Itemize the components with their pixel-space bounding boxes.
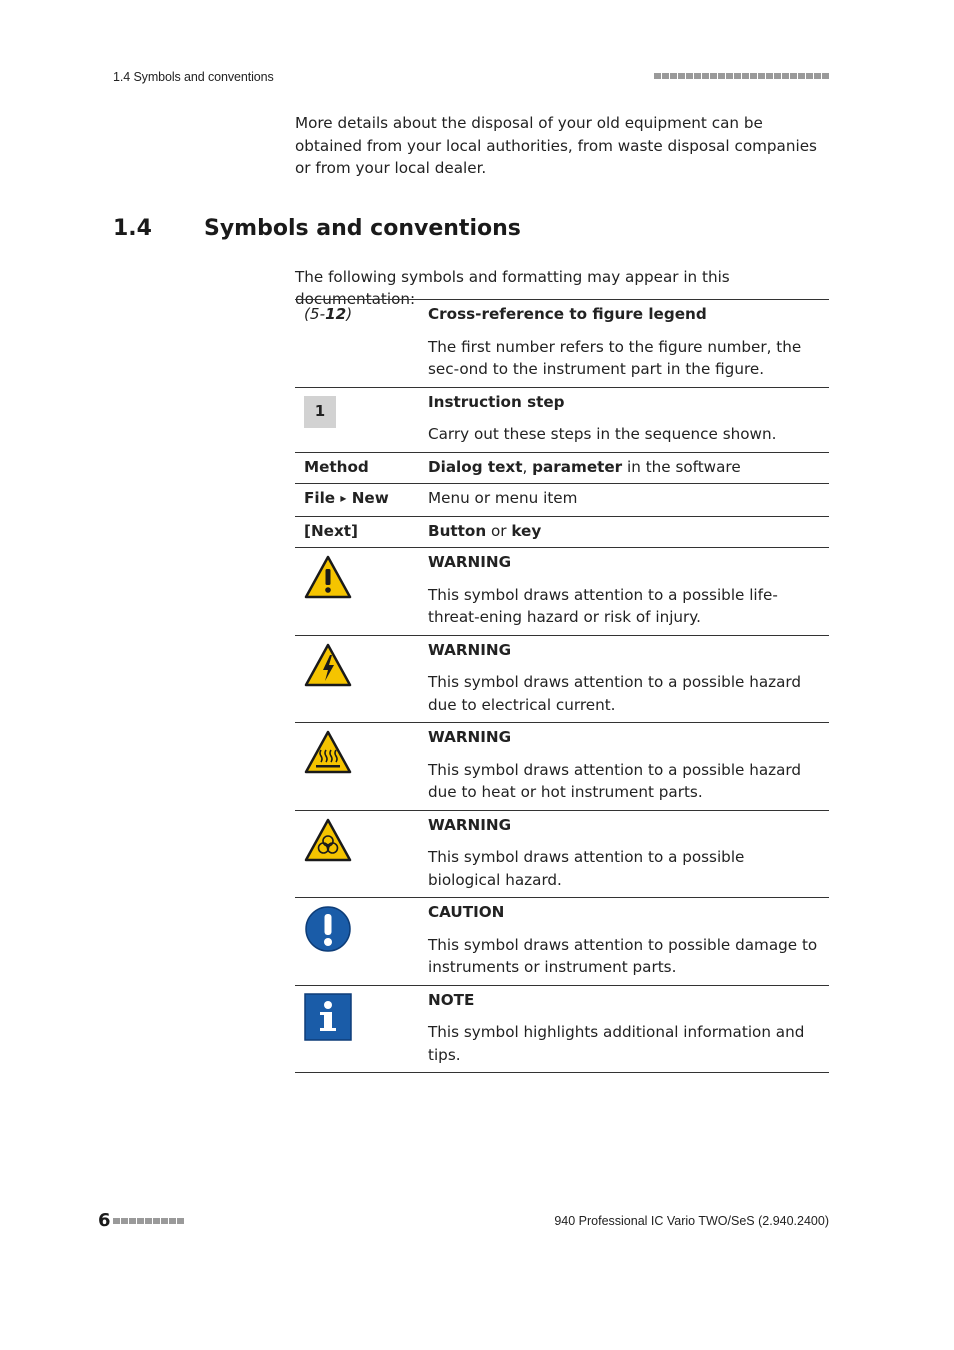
key-label: key bbox=[511, 521, 542, 540]
electric-hazard-icon bbox=[304, 643, 352, 687]
button-symbol: [Next] bbox=[304, 521, 358, 540]
decor-square bbox=[782, 73, 789, 79]
warning-general-title: WARNING bbox=[428, 553, 512, 571]
decor-square bbox=[169, 1218, 176, 1224]
menu-arrow-icon: ▸ bbox=[340, 491, 347, 505]
disposal-paragraph: More details about the disposal of your old equipment can be obtained from your local authorities, from waste disposal companies or from your local dealer. bbox=[295, 114, 817, 177]
table-row-method bbox=[295, 453, 829, 485]
decor-square bbox=[137, 1218, 144, 1224]
warning-electric-desc: This symbol draws attention to a possible hazard due to electrical current. bbox=[428, 673, 802, 714]
decor-square bbox=[814, 73, 821, 79]
method-separator: , bbox=[522, 457, 533, 476]
decor-square bbox=[726, 73, 733, 79]
table-row-button bbox=[295, 517, 829, 549]
footer-decor-squares bbox=[113, 1218, 184, 1224]
decor-square bbox=[686, 73, 693, 79]
decor-square bbox=[766, 73, 773, 79]
hot-surface-icon bbox=[304, 730, 352, 774]
section-title: Symbols and conventions bbox=[204, 216, 521, 241]
warning-electric-title: WARNING bbox=[428, 640, 512, 659]
warning-heat-title: WARNING bbox=[428, 728, 512, 746]
decor-square bbox=[710, 73, 717, 79]
note-desc: This symbol highlights additional information and tips. bbox=[428, 1023, 805, 1064]
decor-square bbox=[153, 1218, 160, 1224]
menu-desc: Menu or menu item bbox=[428, 489, 578, 507]
decor-square bbox=[774, 73, 781, 79]
method-desc bbox=[428, 453, 829, 484]
decor-square bbox=[161, 1218, 168, 1224]
decor-square bbox=[758, 73, 765, 79]
page-number: 6 bbox=[98, 1210, 111, 1231]
decor-square bbox=[654, 73, 661, 79]
decor-square bbox=[718, 73, 725, 79]
table-row-warning-bio bbox=[295, 811, 829, 899]
note-title: NOTE bbox=[428, 990, 475, 1009]
decor-square bbox=[145, 1218, 152, 1224]
warning-bio-desc: This symbol draws attention to a possible biological hazard. bbox=[428, 848, 745, 889]
section-intro: The following symbols and formatting may appear in this documentation: bbox=[295, 268, 730, 308]
warning-general-desc: This symbol draws attention to a possible life-threat-ening hazard or risk of injury. bbox=[428, 585, 778, 626]
caution-desc: This symbol draws attention to possible damage to instruments or instrument parts. bbox=[428, 935, 818, 976]
decor-square bbox=[662, 73, 669, 79]
running-header-section: 1.4 Symbols and conventions bbox=[113, 70, 274, 84]
instruction-step-badge: 1 bbox=[304, 396, 336, 428]
table-row-caution bbox=[295, 898, 829, 986]
decor-square bbox=[790, 73, 797, 79]
decor-square bbox=[121, 1218, 128, 1224]
decor-square bbox=[129, 1218, 136, 1224]
dialog-text-label: Dialog text bbox=[428, 457, 523, 476]
table-row-crossref bbox=[295, 300, 829, 388]
table-row-warning-general bbox=[295, 548, 829, 636]
section-number: 1.4 bbox=[113, 216, 152, 241]
crossref-symbol bbox=[295, 300, 428, 387]
decor-square bbox=[702, 73, 709, 79]
decor-square bbox=[750, 73, 757, 79]
caution-exclamation-icon bbox=[304, 905, 352, 953]
crossref-suffix: ) bbox=[346, 305, 353, 323]
crossref-bold-number: 12 bbox=[325, 305, 347, 323]
decor-square bbox=[742, 73, 749, 79]
table-row-menu bbox=[295, 484, 829, 517]
parameter-label: parameter bbox=[532, 457, 623, 476]
caution-title: CAUTION bbox=[428, 903, 505, 921]
decor-square bbox=[734, 73, 741, 79]
warning-heat-desc: This symbol draws attention to a possible hazard due to heat or hot instrument parts. bbox=[428, 760, 802, 801]
table-row-step bbox=[295, 388, 829, 453]
header-decor-squares bbox=[654, 73, 829, 79]
menu-new-label: New bbox=[351, 489, 389, 507]
decor-square bbox=[177, 1218, 184, 1224]
method-symbol: Method bbox=[304, 457, 369, 476]
crossref-title: Cross-reference to figure legend bbox=[428, 305, 707, 323]
crossref-desc: The first number refers to the figure number, the sec-ond to the instrument part in the figure. bbox=[428, 337, 802, 378]
decor-square bbox=[678, 73, 685, 79]
menu-symbol bbox=[295, 484, 428, 516]
decor-square bbox=[806, 73, 813, 79]
biohazard-icon bbox=[304, 818, 352, 862]
table-row-warning-electric bbox=[295, 636, 829, 724]
button-desc bbox=[428, 517, 829, 548]
info-icon bbox=[304, 993, 352, 1041]
step-title: Instruction step bbox=[428, 392, 565, 411]
step-desc: Carry out these steps in the sequence shown. bbox=[428, 425, 777, 443]
menu-file-label: File bbox=[304, 489, 336, 507]
button-or: or bbox=[486, 521, 512, 540]
decor-square bbox=[798, 73, 805, 79]
footer-document-title: 940 Professional IC Vario TWO/SeS (2.940.2400) bbox=[554, 1214, 829, 1228]
warning-triangle-icon bbox=[304, 555, 352, 599]
button-label: Button bbox=[428, 521, 487, 540]
crossref-prefix: (5- bbox=[304, 305, 326, 323]
decor-square bbox=[113, 1218, 120, 1224]
decor-square bbox=[694, 73, 701, 79]
decor-square bbox=[822, 73, 829, 79]
table-row-note bbox=[295, 986, 829, 1074]
method-rest: in the software bbox=[622, 457, 741, 476]
table-row-warning-heat bbox=[295, 723, 829, 811]
conventions-table bbox=[295, 299, 829, 1073]
warning-bio-title: WARNING bbox=[428, 815, 512, 834]
decor-square bbox=[670, 73, 677, 79]
